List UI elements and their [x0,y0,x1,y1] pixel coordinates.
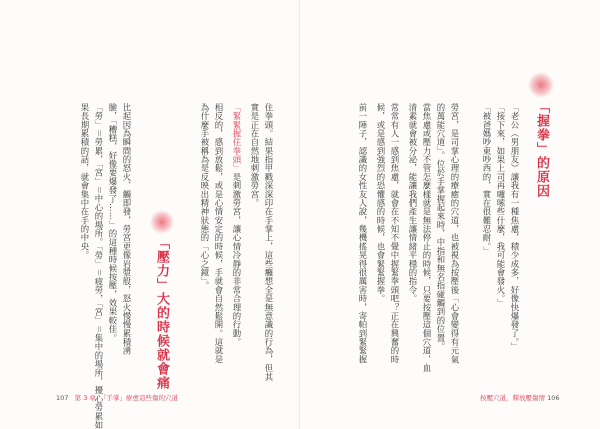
body-line: 候，或是感到強烈的恐懼感的時候，也會緊緊握拳。 [376,103,386,303]
body-line: 臉，「糟糕，好像要爆發了……」的這種時候按壓，效果較佳。 [108,103,118,343]
body-line: 住拳頭。結果指甲戳深深印在手掌上，這些癱想全是無意識的行為，但其 [264,103,274,382]
body-line: 勞宮，是司掌心理的療癒的穴道，也被視為按壓後「心會變得有元氣 [450,103,460,364]
folio-right [480,393,560,402]
page-number: 106 [547,394,560,402]
right-page [300,0,600,429]
body-line: 前一陣子，認識的女性友人說，幾機搖晃得很厲害時，寄帕到緊緊握 [358,103,368,364]
quote-line: 「被爸媽吵東吵西的，實在很難忍耐。」 [482,103,492,256]
body-line: 相反的，感到放鬆，或是心情安定的時候，手就會自然鬆開。這就是 [214,103,224,364]
body-line: 果長期累積的話，就會集中在手的中央。 [80,103,90,260]
body-line: 為什麼手被稱為是反映出精神狀態的「心之鏡」。 [200,103,210,290]
quote-line: 「接下來，如果上司再囉嗦些什麼，我可能會發火。」 [496,103,506,308]
emphasis-highlight: 「緊緊握住拳頭」 [232,103,242,173]
folio-section: 「手掌」療愈這些傷的穴道 [100,394,179,402]
quote-line: 「老公（男朋友）讓我有一種焦慮，積少成多，好像快爆發了。」 [510,103,520,351]
body-line: 「勞」＝勞累，「宮」＝中心的場所。「勞」＝疲勞，「宮」＝集中的場所，擾心勞累如 [94,103,104,429]
emphasis-line [230,103,244,346]
folio-chapter-title: 按壓穴道，釋放壓傷情 [480,394,545,402]
body-line: 比起因為瞬間的怒火、觸即發，勞宮更像岩漿般，怒火慢慢累積湧 [122,103,132,356]
body-line: 清素就會被分泌，能讓我們產生讓情緒平穩的指令。 [408,103,418,303]
folio-left [56,393,178,402]
body-line: 的萬能穴道」。位於手掌握起來時，中指和無名指碰觸到的位置。 [436,103,446,351]
bullet-dot-icon [528,72,554,98]
body-line: 常常有人一感到焦慮，就會在不知不覺中握緊拳頭吧？正在興奮的時 [390,103,400,364]
page-number: 107 [56,394,69,402]
body-line: 實是正在自然地刺激勞宮。 [250,103,260,208]
bullet-dot-icon [150,210,174,234]
section-title: 「壓力」大的時候就會痛 [154,236,169,390]
body-line: 當焦慮或壓力不管怎麼樣就是無法停止的時候，只要按壓這個穴道，血 [422,103,432,373]
emphasis-text: 是刺激勞宮，讓心情冷靜的非常合理的行動。 [232,172,242,347]
folio-chapter: 第 3 章 [74,394,96,402]
section-title: 「握拳」的原因 [534,100,549,198]
